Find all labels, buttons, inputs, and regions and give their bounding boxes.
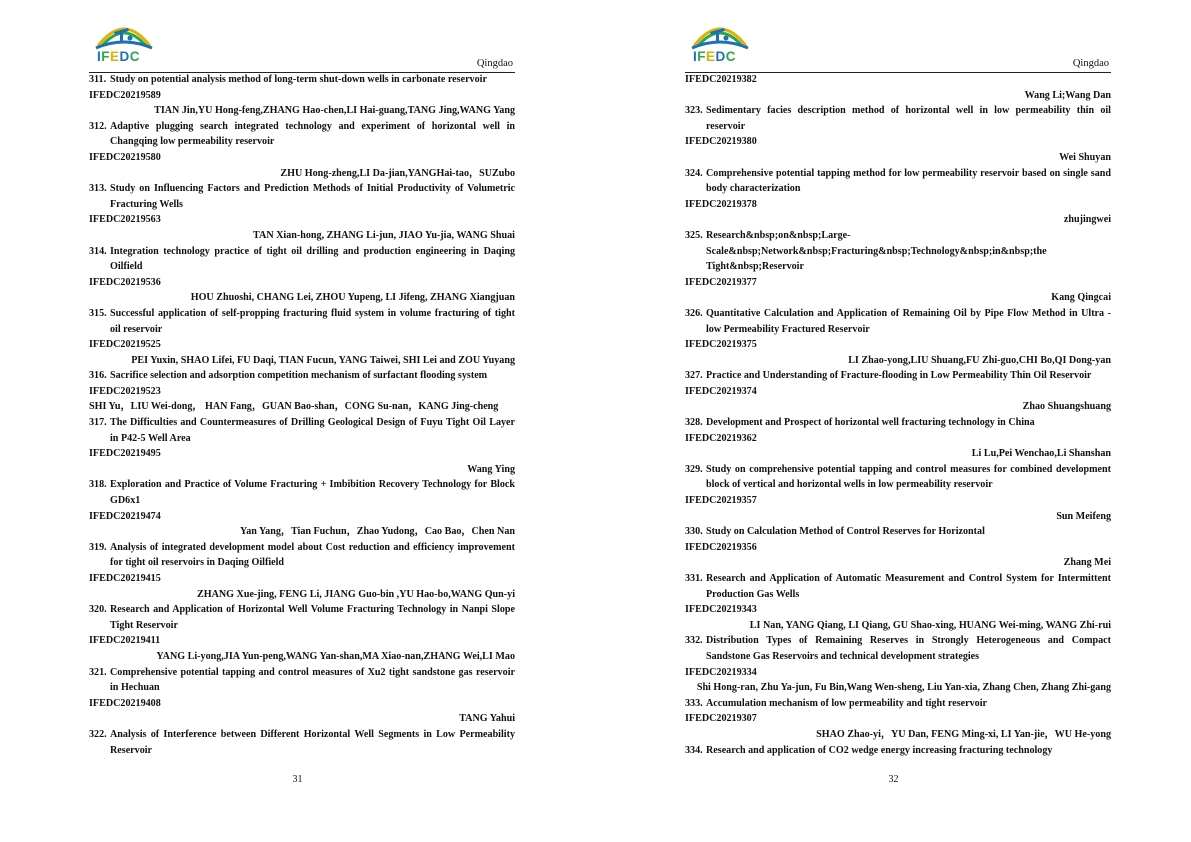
entry-title: Analysis of Interference between Different Horizontal Well Segments in Low Permeability Reservoir xyxy=(110,728,515,756)
entry-title-row xyxy=(89,119,515,150)
entry-code: IFEDC20219357 xyxy=(685,495,757,507)
entry-item xyxy=(89,72,515,119)
entry-title: Research and Application of Automatic Measurement and Control System for Intermittent Production Gas Wells xyxy=(706,573,1111,600)
entry-number: 330. xyxy=(685,526,703,538)
entry-item xyxy=(89,181,515,243)
entry-item xyxy=(89,665,515,727)
entry-item xyxy=(685,696,1111,743)
entry-code: IFEDC20219563 xyxy=(89,214,161,226)
entry-title-row xyxy=(89,72,515,88)
entry-title-row xyxy=(89,244,515,275)
entry-authors: SHAO Zhao-yi，YU Dan, FENG Ming-xi, LI Yan-jie，WU He-yong xyxy=(816,728,1111,740)
entry-code: IFEDC20219374 xyxy=(685,385,757,397)
entry-title-row xyxy=(89,665,515,696)
entry-item xyxy=(685,415,1111,462)
entry-item xyxy=(685,306,1111,368)
entry-item xyxy=(685,524,1111,571)
entry-authors: Zhao Shuangshuang xyxy=(1022,401,1111,413)
entry-number: 331. xyxy=(685,573,703,584)
entry-number: 333. xyxy=(685,697,703,709)
logo-text: IFEDC xyxy=(97,49,141,64)
entry-code: IFEDC20219408 xyxy=(89,697,161,709)
entry-authors: Kang Qingcai xyxy=(1051,292,1111,304)
entry-title-row xyxy=(685,306,1111,337)
entry-title: Comprehensive potential tapping method for low permeability reservoir based on single sand body characterization xyxy=(706,167,1111,195)
entry-authors: TAN Xian-hong, ZHANG Li-jun, JIAO Yu-jia, WANG Shuai xyxy=(253,229,515,241)
entry-code: IFEDC20219411 xyxy=(89,635,161,647)
entry-code: IFEDC20219523 xyxy=(89,385,161,397)
entry-title-row xyxy=(89,368,515,384)
entry-title: Distribution Types of Remaining Reserves in Strongly Heterogeneous and Compact Sandstone Gas Reservoirs and technical development strategies xyxy=(706,635,1111,662)
entry-code: IFEDC20219343 xyxy=(685,604,757,616)
entry-authors: HOU Zhuoshi, CHANG Lei, ZHOU Yupeng, LI Jifeng, ZHANG Xiangjuan xyxy=(190,292,515,304)
entry-item xyxy=(89,477,515,539)
entry-authors: TIAN Jin,YU Hong-feng,ZHANG Hao-chen,LI Hai-guang,TANG Jing,WANG Yang xyxy=(154,105,515,117)
entry-item xyxy=(89,727,515,758)
entry-code: IFEDC20219536 xyxy=(89,276,161,288)
entry-number: 334. xyxy=(685,744,703,756)
entry-authors: zhujingwei xyxy=(1063,214,1111,226)
entry-authors: Wang Li;Wang Dan xyxy=(1024,89,1111,101)
entry-title-row xyxy=(685,103,1111,134)
entry-title-row xyxy=(89,181,515,212)
entry-code: IFEDC20219589 xyxy=(89,89,161,101)
entry-authors: LI Zhao-yong,LIU Shuang,FU Zhi-guo,CHI Bo,QI Dong-yan xyxy=(848,354,1111,366)
entry-number: 316. xyxy=(89,370,107,382)
entry-code: IFEDC20219525 xyxy=(89,339,161,351)
entry-title: Sedimentary facies description method of horizontal well in low permeability thin oil reservoir xyxy=(706,105,1111,132)
entry-title-row xyxy=(685,228,1111,275)
entry-title-row xyxy=(685,524,1111,540)
entry-title: Research and Application of Horizontal Well Volume Fracturing Technology in Nanpi Slope Tight Reservoir xyxy=(110,604,515,631)
entry-title: Sacrifice selection and adsorption competition mechanism of surfactant flooding system xyxy=(110,370,488,382)
entry-number: 327. xyxy=(685,370,703,382)
ifedc-logo xyxy=(688,18,752,64)
entry-number: 314. xyxy=(89,245,107,257)
entry-item xyxy=(685,228,1111,306)
entry-authors: ZHANG Xue-jing, FENG Li, JIANG Guo-bin ,YU Hao-bo,WANG Qun-yi xyxy=(197,588,515,600)
entry-title-row xyxy=(89,415,515,446)
entry-number: 329. xyxy=(685,463,703,475)
entry-authors: SHI Yu，LIU Wei-dong， HAN Fang，GUAN Bao-shan，CONG Su-nan，KANG Jing-cheng xyxy=(89,401,499,413)
header-city: Qingdao xyxy=(476,58,513,69)
entry-title-row xyxy=(685,462,1111,493)
entry-authors: Wei Shuyan xyxy=(1059,151,1111,163)
right-page xyxy=(596,0,1191,842)
logo-emblem-icon xyxy=(92,18,156,52)
entry-code: IFEDC20219377 xyxy=(685,276,757,288)
entry-code: IFEDC20219495 xyxy=(89,448,161,460)
entry-item xyxy=(685,368,1111,415)
entry-title-row xyxy=(685,166,1111,197)
entry-authors: Wang Ying xyxy=(467,463,515,475)
entry-title: Study on Influencing Factors and Prediction Methods of Initial Productivity of Volumetric Fracturing Wells xyxy=(110,183,515,210)
entry-title: Study on potential analysis method of long-term shut-down wells in carbonate reservoir xyxy=(110,74,487,85)
entry-number: 320. xyxy=(89,604,107,616)
entry-number: 328. xyxy=(685,417,703,429)
entry-authors: Zhang Mei xyxy=(1063,557,1111,569)
entry-title-row xyxy=(685,368,1111,384)
entry-title: Accumulation mechanism of low permeability and tight reservoir xyxy=(706,697,988,709)
entry-code: IFEDC20219474 xyxy=(89,510,161,522)
entry-authors: PEI Yuxin, SHAO Lifei, FU Daqi, TIAN Fucun, YANG Taiwei, SHI Lei and ZOU Yuyang xyxy=(131,354,515,366)
entry-title: Practice and Understanding of Fracture-flooding in Low Permeability Thin Oil Reservoir xyxy=(706,370,1092,382)
entry-item xyxy=(685,103,1111,165)
entry-authors: Shi Hong-ran, Zhu Ya-jun, Fu Bin,Wang Wen-sheng, Liu Yan-xia, Zhang Chen, Zhang Zhi-gang xyxy=(696,682,1111,694)
entry-title: Exploration and Practice of Volume Fracturing + Imbibition Recovery Technology for Block GD6x1 xyxy=(110,479,515,507)
entry-number: 315. xyxy=(89,307,107,319)
entry-title-row xyxy=(89,306,515,337)
entry-item xyxy=(685,462,1111,524)
entry-title-row xyxy=(89,477,515,508)
entry-title: Study on comprehensive potential tapping and control measures for combined development block of vertical and horizontal wells in low permeability reservoir xyxy=(706,463,1111,491)
entry-title: Research&nbsp;on&nbsp;Large-Scale&nbsp;Network&nbsp;Fracturing&nbsp;Technology&nbsp;in&nbsp;the Tight&nbsp;Reservoir xyxy=(706,229,1047,273)
entry-title: Research and application of CO2 wedge energy increasing fracturing technology xyxy=(706,744,1053,756)
left-page xyxy=(0,0,595,842)
entry-title: Comprehensive potential tapping and control measures of Xu2 tight sandstone gas reservoir in Hechuan xyxy=(110,666,515,694)
entry-number: 325. xyxy=(685,229,703,241)
entry-number: 317. xyxy=(89,417,107,429)
entry-authors: Sun Meifeng xyxy=(1056,510,1111,522)
page-number: 32 xyxy=(888,774,899,785)
entry-title-row xyxy=(685,743,1111,759)
entry-authors: Li Lu,Pei Wenchao,Li Shanshan xyxy=(971,448,1111,460)
entry-code: IFEDC20219580 xyxy=(89,151,161,163)
right-entry-list xyxy=(685,72,1111,758)
entry-title: Development and Prospect of horizontal well fracturing technology in China xyxy=(706,417,1035,429)
entry-code: IFEDC20219375 xyxy=(685,339,757,351)
ifedc-logo xyxy=(92,18,156,64)
entry-number: 324. xyxy=(685,167,703,179)
entry-item xyxy=(685,571,1111,633)
entry-title-row xyxy=(89,602,515,633)
logo-text: IFEDC xyxy=(693,49,737,64)
header-city: Qingdao xyxy=(1072,58,1109,69)
entry-code: IFEDC20219415 xyxy=(89,573,161,584)
entry-authors: Yan Yang，Tian Fuchun，Zhao Yudong，Cao Bao，Chen Nan xyxy=(240,526,515,538)
entry-authors: LI Nan, YANG Qiang, LI Qiang, GU Shao-xing, HUANG Wei-ming, WANG Zhi-rui xyxy=(749,619,1111,631)
entry-item xyxy=(89,540,515,602)
entry-number: 319. xyxy=(89,541,107,553)
entry-code: IFEDC20219380 xyxy=(685,136,757,148)
entry-title: Quantitative Calculation and Application of Remaining Oil by Pipe Flow Method in Ultra - low Permeability Fractured Reservoir xyxy=(706,307,1111,335)
entry-number: 321. xyxy=(89,666,107,678)
entry-number: 312. xyxy=(89,120,107,132)
entry-authors: TANG Yahui xyxy=(459,713,515,725)
entry-number: 323. xyxy=(685,105,703,117)
entry-number: 322. xyxy=(89,728,107,740)
entry-title: Integration technology practice of tight oil drilling and production engineering in Daqing Oilfield xyxy=(110,245,515,273)
entry-number: 311. xyxy=(89,74,107,85)
left-entry-list xyxy=(89,72,515,758)
entry-code: IFEDC20219307 xyxy=(685,713,757,725)
entry-item xyxy=(89,119,515,181)
entry-number: 318. xyxy=(89,479,107,491)
entry-title-row xyxy=(89,727,515,758)
entry-title-row xyxy=(685,415,1111,431)
entry-title-row xyxy=(685,696,1111,712)
page-number: 31 xyxy=(292,774,303,785)
entry-item xyxy=(89,306,515,368)
entry-item xyxy=(685,633,1111,695)
entry-code: IFEDC20219382 xyxy=(685,74,757,85)
entry-item xyxy=(89,244,515,306)
entry-item xyxy=(89,368,515,415)
entry-title-row xyxy=(685,571,1111,602)
entry-item xyxy=(89,415,515,477)
logo-emblem-icon xyxy=(688,18,752,52)
entry-title: The Difficulties and Countermeasures of Drilling Geological Design of Fuyu Tight Oil Layer in P42-5 Well Area xyxy=(110,417,515,444)
entry-number: 326. xyxy=(685,307,703,319)
entry-code: IFEDC20219378 xyxy=(685,198,757,210)
entry-authors: YANG Li-yong,JIA Yun-peng,WANG Yan-shan,MA Xiao-nan,ZHANG Wei,LI Mao xyxy=(156,650,515,662)
entry-title-row xyxy=(685,633,1111,664)
entry-number: 332. xyxy=(685,635,703,647)
entry-title-row xyxy=(89,540,515,571)
entry-number: 313. xyxy=(89,183,107,195)
entry-item xyxy=(685,743,1111,759)
entry-title: Analysis of integrated development model about Cost reduction and efficiency improvement for tight oil reservoirs in Daqing Oilfield xyxy=(110,541,515,569)
entry-code: IFEDC20219334 xyxy=(685,666,757,678)
entry-code: IFEDC20219362 xyxy=(685,432,757,444)
entry-item xyxy=(89,602,515,664)
entry-authors: ZHU Hong-zheng,LI Da-jian,YANGHai-tao，SUZubo xyxy=(280,167,515,179)
entry-title: Successful application of self-propping fracturing fluid system in volume fracturing of tight oil reservoir xyxy=(110,307,515,335)
entry-code: IFEDC20219356 xyxy=(685,541,757,553)
entry-title: Study on Calculation Method of Control Reserves for Horizontal xyxy=(706,526,985,538)
entry-item xyxy=(685,166,1111,228)
entry-title: Adaptive plugging search integrated technology and experiment of horizontal well in Changqing low permeability reservoir xyxy=(110,120,515,148)
